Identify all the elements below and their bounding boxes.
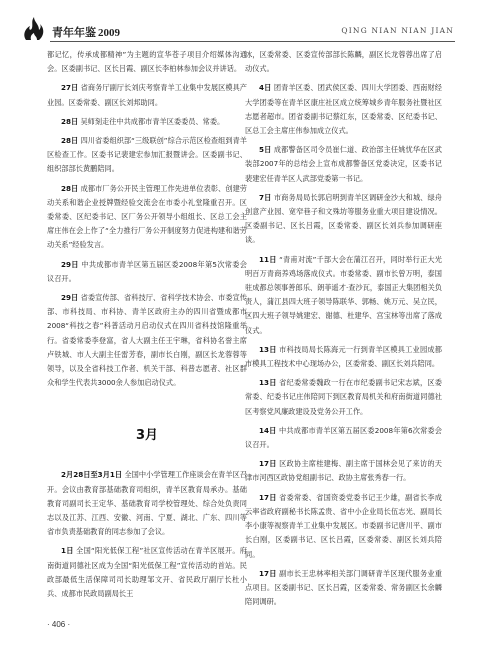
entry-paragraph: 13日 省纪委常委魏政一行在市纪委副书记宋志斌，区委常委、纪委书记庄伟陪同下到区教育局机关和府南街道同德社区考察党风廉政建设及党务公开工作。 bbox=[245, 378, 442, 416]
entry-date: 28日 bbox=[61, 136, 79, 146]
page-header bbox=[0, 0, 480, 42]
entry-date: 28日 bbox=[61, 116, 79, 126]
left-column-entries bbox=[47, 48, 247, 390]
entry-paragraph: 13日 市科技局局长陈海元一行到青羊区模具工业园成都市模具工程技术中心现场办公，区委常委、副区长刘兵陪同。 bbox=[245, 344, 442, 369]
flame-logo-icon bbox=[20, 16, 50, 42]
entry-date: 11日 bbox=[259, 254, 277, 264]
entry-paragraph: 29日 省委宣传部、省科技厅、省科学技术协会、市委宣传部、市科技局、市科协、青羊区政府主办的四川省暨成都市2008“科技之春”科普活动月启动仪式在四川省科技馆隆重举行。省委常委李登富，省人大副主任王宇琳，省科协名誉主席卢铁城、市人大副主任雷芳春，副市长白刚，副区长龙蓉蓉等领导，以及全省科技工作者、机关干部、科普志愿者、社区群众和学生代表共3000余人参加启动仪式。 bbox=[47, 293, 247, 388]
header-title-text: 青年年鉴 bbox=[52, 26, 96, 39]
entry-date: 14日 bbox=[259, 425, 277, 435]
entry-date: 4日 bbox=[259, 83, 272, 93]
entry-paragraph: 5日 成都警备区司令员崔仁道、政治部主任姚忧华在区武装部2007年的总结会上宣布成都警备区党委决定，区委书记裴建宏任青羊区人武部党委第一书记。 bbox=[245, 145, 442, 183]
month-heading: 3月 bbox=[135, 428, 159, 444]
header-year: 2009 bbox=[98, 27, 120, 39]
header-title bbox=[52, 24, 120, 40]
entry-paragraph: 28日 吴师刻走往中共成都市青羊区委委员、常委。 bbox=[61, 116, 225, 126]
entry-date: 17日 bbox=[259, 492, 277, 502]
right-column bbox=[245, 48, 442, 614]
entry-date: 5日 bbox=[259, 145, 272, 155]
header-pinyin: QING NIAN NIAN JIAN bbox=[341, 26, 454, 35]
header-divider bbox=[50, 41, 455, 42]
entry-date: 28日 bbox=[61, 183, 79, 193]
left-column-month-entries bbox=[47, 468, 247, 601]
entry-date: 7日 bbox=[259, 192, 272, 202]
entry-date: 29日 bbox=[61, 293, 79, 303]
entry-date: 2月28日至3月1日 bbox=[61, 470, 123, 480]
entry-paragraph: 17日 区政协主席桂建梅、副主席于国林会见了来访的天津市河西区政协党组副书记、政协主席张秀春一行。 bbox=[245, 459, 442, 483]
entry-date: 29日 bbox=[61, 259, 79, 269]
entry-paragraph: 17日 省委常委、省国资委党委书记王少雄，副省长李成云率省政府副秘书长陈孟贵、省中小企业局长伍志光、副局长李小康等视察青羊工业集中发展区。市委副书记唐川平、副市长白刚，区委副书记、区长吕霞，区委常委、副区长刘兵陪同。 bbox=[245, 492, 442, 559]
entry-date: 13日 bbox=[259, 344, 277, 354]
entry-paragraph: 28日 成都市厂务公开民主管理工作先进单位表彰、创建劳动关系和谐企业授牌暨经验交流会在市委小礼堂隆重召开。区委常委、区纪委书记、区厂务公开领导小组组长、区总工会主席庄伟在会上作了“全力推行厂务公开制度努力促进构建和谐劳动关系”经验发言。 bbox=[47, 183, 247, 250]
entry-paragraph: 冰，区委常委、区委宣传部部长陈麟，副区长龙蓉蓉出席了启动仪式。 bbox=[245, 50, 442, 74]
entry-paragraph: 11日 “青甫对流”千部大会在蒲江召开，同时举行正大光明百万青商养鸡场落成仪式。市委常委、副市长曾万明，泰国驻成都总领事善郎乐、朗菲遥才·查沙瓦，泰国正大集团相关负责人，蒲江县四大班子领导陈联华、郭畅、姚万元、吴立民，区四大班子领导姚建宏、谢德、杜建华、宫宝林等出席了落成仪式。 bbox=[245, 254, 442, 335]
entry-paragraph: 1日 全国“阳光低保工程”社区宣传活动在青羊区展开。府南街道同德社区成为全国“阳光低保工程”宣传活动的首站。民政部最低生活保障司司长助理邹文开、省民政厅副厅长杜小兵、成都市民政局副局长王 bbox=[47, 546, 247, 599]
entry-paragraph: 7日 市商务局局长郭启明到青羊区调研金沙大和城、绿舟创意产业园、宽窄巷子和文殊坊等服务业重大项目建设情况。区委副书记、区长吕霞，区委常委、副区长刘兵参加调研座谈。 bbox=[245, 192, 442, 245]
right-column-entries bbox=[245, 48, 442, 609]
entry-paragraph: 4日 团青羊区委、团武侯区委、四川大学团委、西南财经大学团委等在青羊区康庄社区成立统筹城乡青年服务社暨社区志愿者超市。团省委副书记蔡红东，区委常委、区纪委书记、区总工会主席庄伟参加成立仪式。 bbox=[245, 83, 442, 136]
entry-paragraph: 27日 省商务厅副厅长刘庆考察青羊工业集中发展区模具产业园。区委常委、副区长刘邦助同。 bbox=[47, 83, 247, 107]
entry-paragraph: 29日 中共成都市青羊区第五届区委2008年第5次常委会议召开。 bbox=[47, 259, 247, 283]
entry-paragraph: 28日 四川省委组织部“三级联创”综合示范区检查组到青羊区检查工作。区委书记裴建宏参加汇报暨讲会。区委副书记、组织部部长黄鹏陪同。 bbox=[47, 136, 247, 174]
left-column bbox=[47, 48, 247, 606]
entry-paragraph: 17日 副市长王忠林率相关部门调研青羊区现代服务业重点项目。区委副书记、区长吕霞，区委常委、常务副区长余麟陪同调研。 bbox=[245, 568, 442, 607]
entry-paragraph: 14日 中共成都市青羊区第五届区委2008年第6次常委会议召开。 bbox=[245, 425, 442, 450]
entry-paragraph: 2月28日至3月1日 全国中小学管理工作座谈会在青羊区召开。会议由教育部基础教育司组织，青羊区教育局承办。基础教育司副司长王定华、基础教育司学校管理处、综合处负责同志以及江苏、江西、安徽、河南、宁夏、湖北、广东、四川等省市负责基础教育的同志参加了会议。 bbox=[47, 470, 247, 537]
entry-date: 17日 bbox=[259, 459, 277, 469]
entry-date: 27日 bbox=[61, 83, 79, 93]
entry-date: 13日 bbox=[259, 378, 277, 388]
entry-paragraph: 都记忆，传承成都精神”为主题的宣华苍子项目介绍媒体沟通会。区委副书记、区长吕霞、副区长李柏林参加会议并讲话。 bbox=[47, 50, 247, 74]
entry-date: 1日 bbox=[61, 546, 74, 556]
entry-date: 17日 bbox=[259, 568, 277, 578]
page-number: · 406 · bbox=[47, 620, 71, 629]
